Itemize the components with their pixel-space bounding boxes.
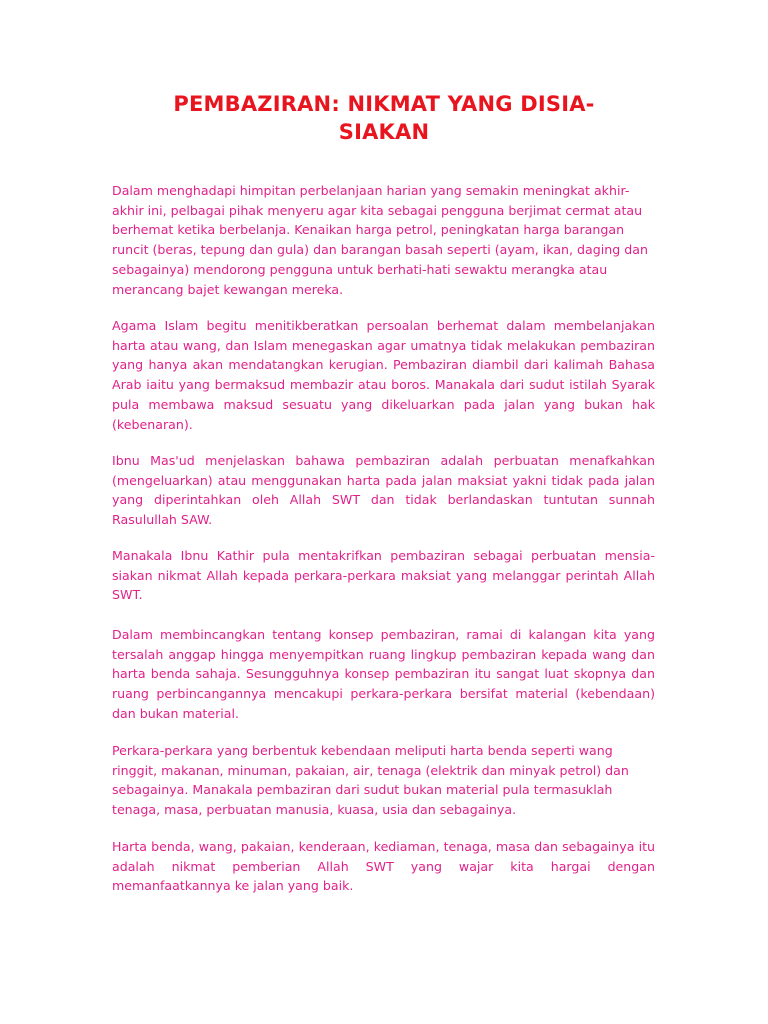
- paragraph-6: Perkara-perkara yang berbentuk kebendaan meliputi harta benda seperti wang ringgit, makanan, minuman, pakaian, air, tenaga (elektrik dan minyak petrol) dan sebagainya. Manakala pembaziran dari sudut bukan material pula termasuklah tenaga, masa, perbuatan manusia, kuasa, usia dan sebagainya.: [112, 743, 629, 818]
- page-title: PEMBAZIRAN: NIKMAT YANG DISIA-SIAKAN: [173, 92, 595, 144]
- paragraph-2: Agama Islam begitu menitikberatkan persoalan berhemat dalam membelanjakan harta atau wang, dan Islam menegaskan agar umatnya tidak melakukan pembaziran yang hanya akan mendatangkan kerugian. Pembaziran diambil dari kalimah Bahasa Arab iaitu yang bermaksud membazir atau boros. Manakala dari sudut istilah Syarak pula membawa maksud sesuatu yang dikeluarkan pada jalan yang bukan hak (kebenaran).: [112, 318, 655, 432]
- paragraph-7: Harta benda, wang, pakaian, kenderaan, kediaman, tenaga, masa dan sebagainya itu adalah nikmat pemberian Allah SWT yang wajar kita hargai dengan memanfaatkannya ke jalan yang baik.: [112, 839, 655, 894]
- paragraph-1: Dalam menghadapi himpitan perbelanjaan harian yang semakin meningkat akhir-akhir ini, pelbagai pihak menyeru agar kita sebagai pengguna berjimat cermat atau berhemat ketika berbelanja. Kenaikan harga petrol, peningkatan harga barangan runcit (beras, tepung dan gula) dan barangan basah seperti (ayam, ikan, daging dan sebagainya) mendorong pengguna untuk berhati-hati sewaktu merangka atau merancang bajet kewangan mereka.: [112, 183, 648, 297]
- paragraph-4: Manakala Ibnu Kathir pula mentakrifkan pembaziran sebagai perbuatan mensia-siakan nikmat Allah kepada perkara-perkara maksiat yang melanggar perintah Allah SWT.: [112, 548, 655, 603]
- paragraph-3: Ibnu Mas'ud menjelaskan bahawa pembaziran adalah perbuatan menafkahkan (mengeluarkan) atau menggunakan harta pada jalan maksiat yakni tidak pada jalan yang diperintahkan oleh Allah SWT dan tidak berlandaskan tuntutan sunnah Rasulullah SAW.: [112, 453, 655, 528]
- paragraph-5: Dalam membincangkan tentang konsep pembaziran, ramai di kalangan kita yang tersalah anggap hingga menyempitkan ruang lingkup pembaziran kepada wang dan harta benda sahaja. Sesungguhnya konsep pembaziran itu sangat luat skopnya dan ruang perbincangannya mencakupi perkara-perkara bersifat material (kebendaan) dan bukan material.: [112, 627, 655, 721]
